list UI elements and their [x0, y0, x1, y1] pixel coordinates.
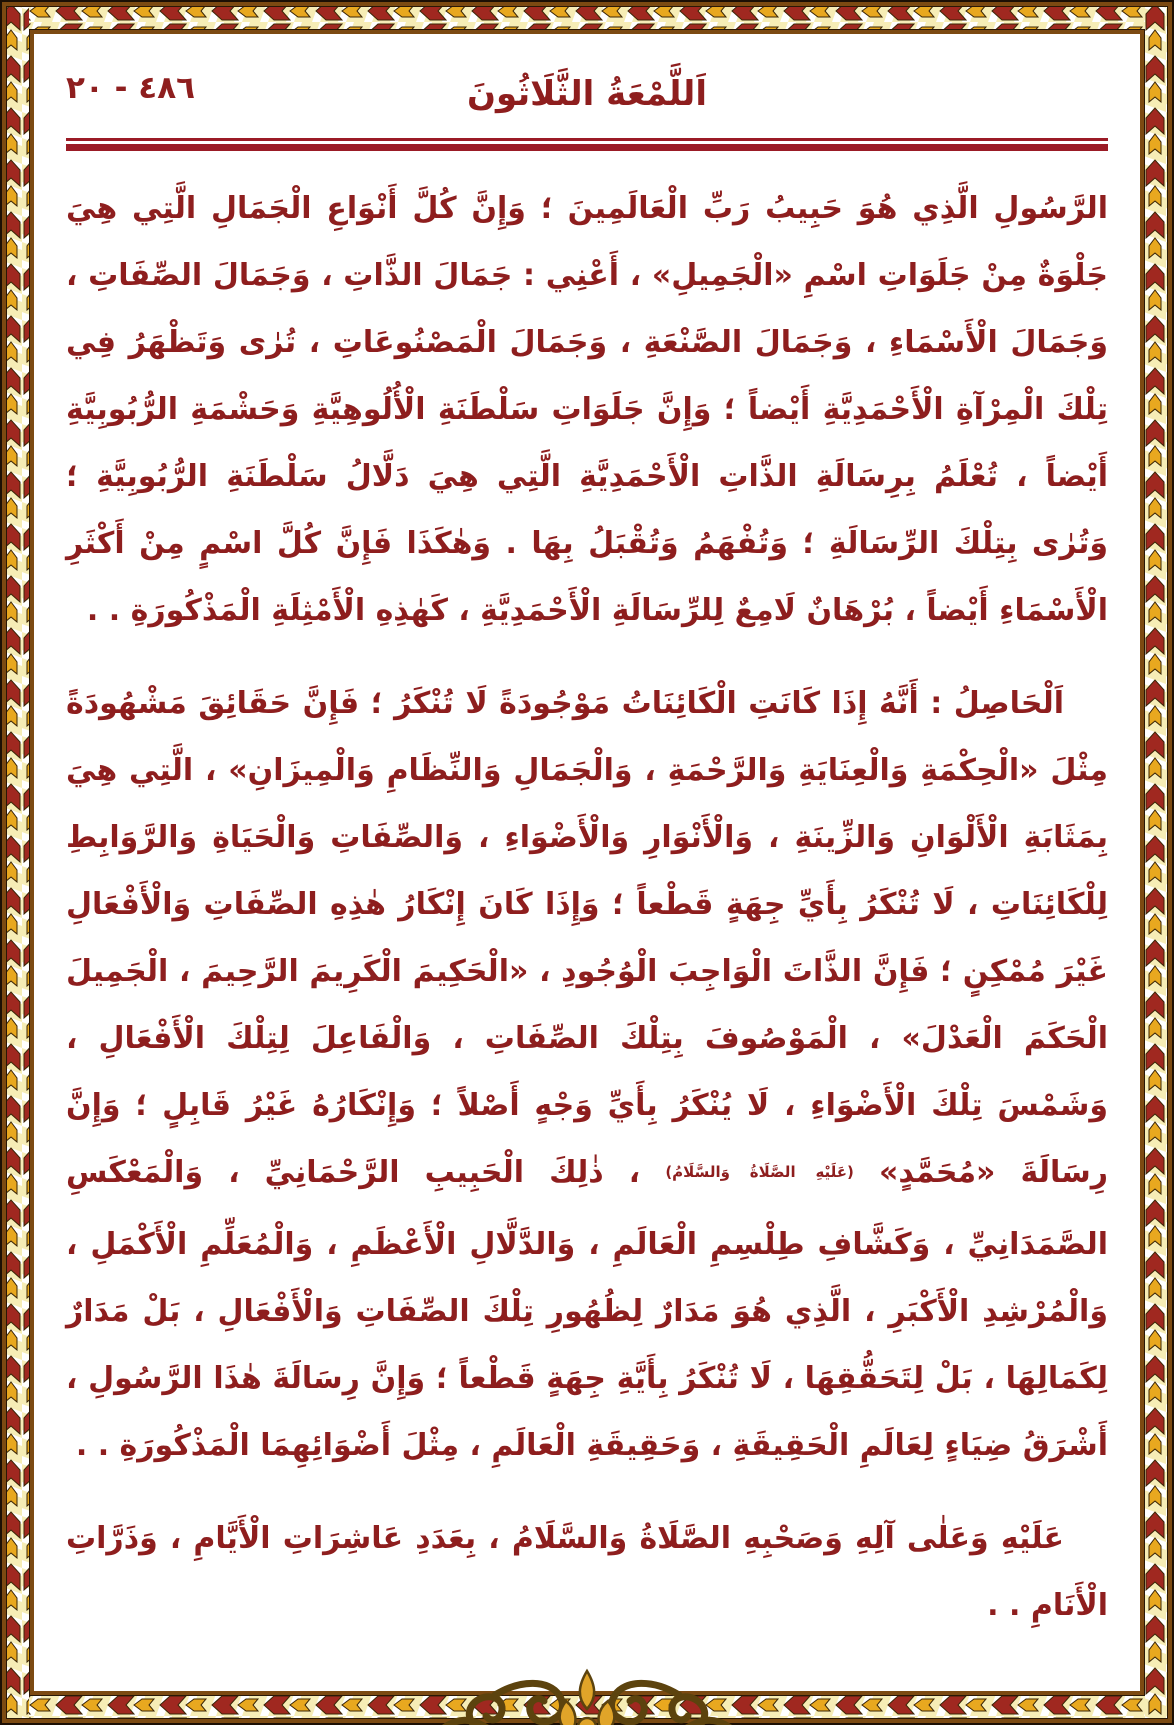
- footer-ornament-wrap: [66, 1665, 1108, 1725]
- arabesque-flourish-icon: [437, 1665, 737, 1725]
- honorific-calligraphy: (عَلَيْهِ الصَّلَاةُ وَالسَّلَامُ): [665, 1163, 854, 1181]
- paragraph-1: [66, 175, 1108, 644]
- page-header: [66, 62, 1108, 126]
- paragraph-1-text: الرَّسُولِ الَّذِي هُوَ حَبِيبُ رَبِّ الْعَالَمِينَ ؛ وَإِنَّ كُلَّ أَنْوَاعِ الْجَمَالِ الَّتِي هِيَ جَلْوَةٌ مِنْ جَلَوَاتِ اسْمِ «الْجَمِيلِ» ، أَعْنِي : جَمَالَ الذَّاتِ ، وَجَمَالَ الصِّفَاتِ ، وَجَمَالَ الْأَسْمَاءِ ، وَجَمَالَ الصَّنْعَةِ ، وَجَمَالَ الْمَصْنُوعَاتِ ، تُرٰى وَتَظْهَرُ فِي تِلْكَ الْمِرْآةِ الْأَحْمَدِيَّةِ أَيْضاً ؛ وَإِنَّ جَلَوَاتِ سَلْطَنَةِ الْأُلُوهِيَّةِ وَحَشْمَةِ الرُّبُوبِيَّةِ أَيْضاً ، تُعْلَمُ بِرِسَالَةِ الذَّاتِ الْأَحْمَدِيَّةِ الَّتِي هِيَ دَلَّالُ سَلْطَنَةِ الرُّبُوبِيَّةِ ؛ وَتُرٰى بِتِلْكَ الرِّسَالَةِ ؛ وَتُفْهَمُ وَتُقْبَلُ بِهَا . وَهٰكَذَا فَإِنَّ كُلَّ اسْمٍ مِنْ أَكْثَرِ الْأَسْمَاءِ أَيْضاً ، بُرْهَانٌ لَامِعٌ لِلرِّسَالَةِ الْأَحْمَدِيَّةِ ، كَهٰذِهِ الْأَمْثِلَةِ الْمَذْكُورَةِ . .: [66, 191, 1108, 628]
- header-rule-thin: [66, 138, 1108, 141]
- page-title: اَللَّمْعَةُ الثَّلَاثُونَ: [467, 74, 707, 114]
- paragraph-2-text: اَلْحَاصِلُ : أَنَّهُ إِذَا كَانَتِ الْكَائِنَاتُ مَوْجُودَةً لَا تُنْكَرُ ؛ فَإِنَّ حَقَائِقَ مَشْهُودَةً مِثْلَ «الْحِكْمَةِ وَالْعِنَايَةِ وَالرَّحْمَةِ ، وَالْجَمَالِ وَالنِّظَامِ وَالْمِيزَانِ» ، الَّتِي هِيَ بِمَثَابَةِ الْأَلْوَانِ وَالزِّينَةِ ، وَالْأَنْوَارِ وَالْأَضْوَاءِ ، وَالصِّفَاتِ وَالْحَيَاةِ وَالرَّوَابِطِ لِلْكَائِنَاتِ ، لَا تُنْكَرُ بِأَيِّ جِهَةٍ قَطْعاً ؛ وَإِذَا كَانَ إِنْكَارُ هٰذِهِ الصِّفَاتِ وَالْأَفْعَالِ غَيْرَ مُمْكِنٍ ؛ فَإِنَّ الذَّاتَ الْوَاجِبَ الْوُجُودِ ، «الْحَكِيمَ الْكَرِيمَ الرَّحِيمَ ، الْجَمِيلَ الْحَكَمَ الْعَدْلَ» ، الْمَوْصُوفَ بِتِلْكَ الصِّفَاتِ ، وَالْفَاعِلَ لِتِلْكَ الْأَفْعَالِ ، وَشَمْسَ تِلْكَ الْأَضْوَاءِ ، لَا يُنْكَرُ بِأَيِّ وَجْهٍ أَصْلاً ؛ وَإِنْكَارُهُ غَيْرُ قَابِلٍ ؛ وَإِنَّ رِسَالَةَ «مُحَمَّدٍ»: [66, 686, 1109, 1190]
- header-rule-thick: [66, 144, 1108, 151]
- page-content: [66, 62, 1108, 1685]
- paragraph-3-text: عَلَيْهِ وَعَلٰى آلِهِ وَصَحْبِهِ الصَّلَاةُ وَالسَّلَامُ ، بِعَدَدِ عَاشِرَاتِ الْأَيَّامِ ، وَذَرَّاتِ الْأَنَامِ . .: [66, 1521, 1108, 1623]
- page-number: ٤٨٦ - ٢٠: [66, 70, 196, 106]
- paragraph-2-continuation: ، ذٰلِكَ الْحَبِيبِ الرَّحْمَانِيِّ ، وَالْمَعْكَسِ الصَّمَدَانِيِّ ، وَكَشَّافِ طِلْسِمِ الْعَالَمِ ، وَالدَّلَّالِ الْأَعْظَمِ ، وَالْمُعَلِّمِ الْأَكْمَلِ ، وَالْمُرْشِدِ الْأَكْبَرِ ، الَّذِي هُوَ مَدَارٌ لِظُهُورِ تِلْكَ الصِّفَاتِ وَالْأَفْعَالِ ، بَلْ مَدَارٌ لِكَمَالِهَا ، بَلْ لِتَحَقُّقِهَا ، لَا تُنْكَرُ بِأَيَّةِ جِهَةٍ قَطْعاً ؛ وَإِنَّ رِسَالَةَ هٰذَا الرَّسُولِ ، أَشْرَقُ ضِيَاءٍ لِعَالَمِ الْحَقِيقَةِ ، وَحَقِيقَةِ الْعَالَمِ ، مِثْلَ أَضْوَائِهِمَا الْمَذْكُورَةِ . .: [66, 1155, 1108, 1463]
- paragraph-3: [66, 1505, 1108, 1639]
- paragraph-2: [66, 670, 1108, 1479]
- body-text: [66, 175, 1108, 1639]
